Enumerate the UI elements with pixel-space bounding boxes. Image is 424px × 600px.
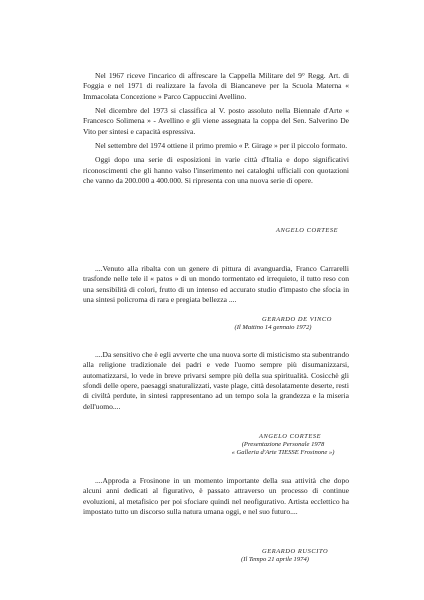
quote-text: ....Venuto alla ribalta con un genere di pittura di avanguardia, Franco Carrarelli trasfonde nelle tele il « patos » di un mondo tormentato ed irrequieto, il tutto reso con una sensibilità di colori, frutto di un intenso ed accurato studio d'impasto che sfocia in una sintesi policroma di rara e pregiata bellezza .... [83, 264, 349, 305]
bio-signature: ANGELO CORTESE [276, 227, 339, 234]
quote-2 [83, 350, 349, 412]
bio-paragraph: Nel 1967 riceve l'incarico di affrescare la Cappella Militare del 9° Regg. Art. di Foggia e nel 1971 di realizzare la favola di Biancaneve per la Scuola Materna « Immacolata Concezione » Parco Cappuccini Avellino. [83, 71, 349, 101]
quote-1-author: GERARDO DE VINCO [262, 316, 332, 323]
quote-2-source: (Presentazione Personale 1978 « Galleria d'Arte TIESSE Frosinone ») [231, 441, 335, 457]
quote-1-source: (Il Mattino 14 gennaio 1972) [234, 324, 312, 331]
quote-2-author: ANGELO CORTESE [259, 433, 322, 440]
bio-paragraph: Oggi dopo una serie di esposizioni in varie città d'Italia e dopo significativi riconoscimenti che gli hanno valso l'inserimento nei cataloghi ufficiali con quotazioni che vanno da 200.000 a 400.000. Si ripresenta con una nuova serie di opere. [83, 155, 349, 186]
quote-3-source: (Il Tempo 21 aprile 1974) [241, 556, 309, 563]
quote-3 [83, 476, 349, 517]
bio-paragraph: Nel settembre del 1974 ottiene il primo premio « P. Girage » per il piccolo formato. [95, 141, 348, 151]
biography-section [83, 71, 349, 186]
quote-text: ....Da sensitivo che è egli avverte che una nuova sorte di misticismo sta subentrando alla religione tradizionale dei padri e vede l'uomo sempre più disumanizzarsi, automatizzarsi, lo vede in breve privarsi sempre più della sua spiritualità. Cosicchè gli sfondi delle opere, paesaggi snaturalizzati, vaste plage, città desolatamente deserte, resti di civiltà perdute, in sintesi rappresentano ad un tempo sola la grandezza e la miseria dell'uomo.... [83, 350, 349, 411]
quote-text: ....Approda a Frosinone in un momento importante della sua attività che dopo alcuni anni dedicati al figurativo, è passato attraverso un processo di continue evoluzioni, al metafisico per poi sfociare quindi nel neofigurativo. Artista ecclettico ha impostato tutto un discorso sulla natura umana oggi, e nel suo futuro.... [83, 476, 349, 517]
bio-paragraph: Nel dicembre del 1973 si classifica al V. posto assoluto nella Biennale d'Arte « Francesco Solimena » - Avellino e gli viene assegnata la coppa del Sen. Salverino De Vito per sintesi e capacità espressiva. [83, 106, 349, 136]
quote-3-author: GERARDO RUSCITO [262, 548, 329, 555]
quote-1 [83, 264, 349, 305]
